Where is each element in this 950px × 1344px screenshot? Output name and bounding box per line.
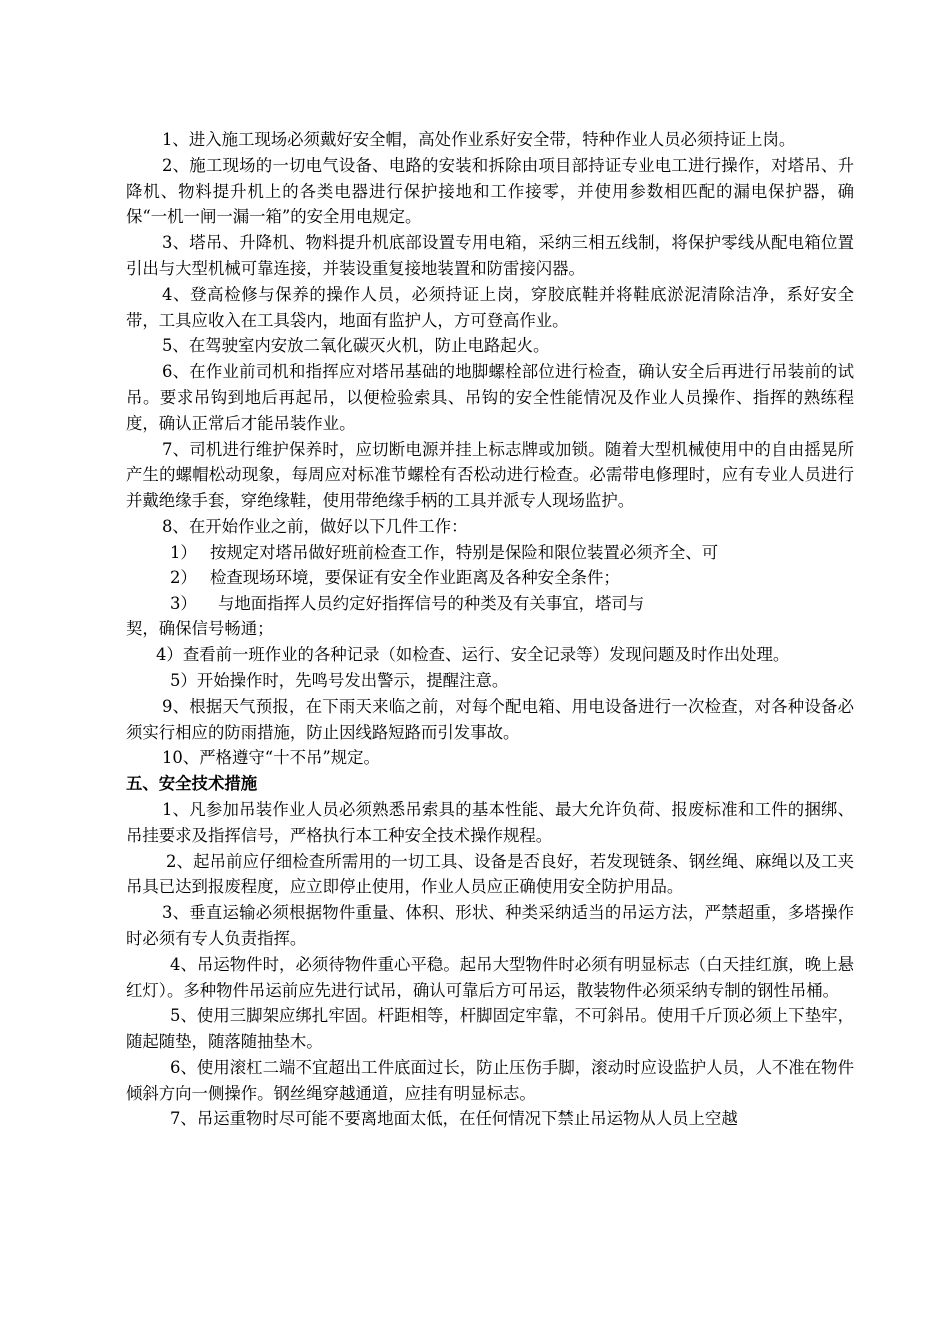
sub-item-5: 5）开始操作时，先鸣号发出警示，提醒注意。	[170, 670, 509, 690]
sub-item-4: 4）查看前一班作业的各种记录（如检查、运行、安全记录等）发现问题及时作出处理。	[156, 645, 790, 665]
sub-item-1-text: 按规定对塔吊做好班前检查工作，特别是保险和限位装置必须	[210, 542, 653, 561]
paragraph-item-c3: 3、垂直运输必须根据物件重量、体积、形状、种类采纳适当的吊运方法，严禁超重，多塔操作时必须有专人负责指挥。	[126, 903, 854, 948]
sub-item-2-number: 2）	[170, 567, 197, 587]
sub-item-3-continuation: 契，确保信号畅通；	[126, 619, 274, 639]
paragraph-item-a4: 4、登高检修与保养的操作人员，必须持证上岗，穿胶底鞋并将鞋底淤泥清除洁净，系好安全带，工具应收入在工具袋内，地面有监护人，方可登高作业。	[126, 284, 854, 330]
paragraph-item-a8: 8、在开始作业之前，做好以下几件工作：	[162, 516, 468, 536]
sub-item-2	[126, 565, 854, 591]
paragraph-item-a2: 2、施工现场的一切电气设备、电路的安装和拆除由项目部持证专业电工进行操作，对塔吊、升降机、物料提升机上的各类电器进行保护接地和工作接零，并使用参数相匹配的漏电保护器，确保“一机一闸一漏一箱”的安全用电规定。	[126, 155, 854, 227]
sub-item-1-clipped-text: 齐全、可	[652, 542, 719, 561]
paragraph-item-a5: 5、在驾驶室内安放二氧化碳灭火机，防止电路起火。	[162, 336, 550, 356]
sub-item-1	[126, 540, 854, 561]
sub-item-1-number: 1）	[170, 542, 197, 561]
paragraph-item-a1: 1、进入施工现场必须戴好安全帽，高处作业系好安全带，特种作业人员必须持证上岗。	[162, 130, 796, 149]
paragraph-item-c7: 7、吊运重物时尽可能不要离地面太低，在任何情况下禁止吊运物从人员上空越	[170, 1109, 738, 1129]
document-body	[126, 127, 854, 1132]
sub-item-3-text: 与地面指挥人员约定好指挥信号的种类及有关事宜，塔司与	[218, 593, 645, 613]
sub-item-2-text: 检查现场环境，要保证有安全作业距离及各种安全条件；	[210, 567, 620, 587]
paragraph-item-a3: 3、塔吊、升降机、物料提升机底部设置专用电箱，采纳三相五线制，将保护零线从配电箱位置引出与大型机械可靠连接，并装设重复接地装置和防雷接闪器。	[126, 233, 854, 278]
paragraph-item-b10: 10、严格遵守“十不吊”规定。	[162, 748, 380, 768]
paragraph-item-c4: 4、吊运物件时，必须待物件重心平稳。起吊大型物件时必须有明显标志（白天挂红旗，晚上悬红灯）。多种物件吊运前应先进行试吊，确认可靠后方可吊运，散装物件必须采纳专制的钢性吊桶。	[126, 954, 854, 1000]
paragraph-item-a7: 7、司机进行维护保养时，应切断电源并挂上标志牌或加锁。随着大型机械使用中的自由摇晃所产生的螺帽松动现象，每周应对标准节螺栓有否松动进行检查。必需带电修理时，应有专业人员进行并戴绝缘手套，穿绝缘鞋，使用带绝缘手柄的工具并派专人现场监护。	[126, 439, 854, 511]
paragraph-item-c6: 6、使用滚杠二端不宜超出工件底面过长，防止压伤手脚，滚动时应设监护人员，人不准在物件倾斜方向一侧操作。钢丝绳穿越通道，应挂有明显标志。	[126, 1057, 854, 1103]
paragraph-item-c2: 2、起吊前应仔细检查所需用的一切工具、设备是否良好，若发现链条、钢丝绳、麻绳以及工夹吊具已达到报废程度，应立即停止使用，作业人员应正确使用安全防护用品。	[126, 851, 854, 897]
paragraph-item-b9: 9、根据天气预报，在下雨天来临之前，对每个配电箱、用电设备进行一次检查，对各种设备必须实行相应的防雨措施，防止因线路短路而引发事故。	[126, 696, 854, 742]
paragraph-item-a6: 6、在作业前司机和指挥应对塔吊基础的地脚螺栓部位进行检查，确认安全后再进行吊装前的试吊。要求吊钩到地后再起吊，以便检验索具、吊钩的安全性能情况及作业人员操作、指挥的熟练程度，确认正常后才能吊装作业。	[126, 362, 854, 433]
section-heading: 五、安全技术措施	[126, 774, 258, 794]
paragraph-item-c5: 5、使用三脚架应绑扎牢固。杆距相等，杆脚固定牢靠，不可斜吊。使用千斤顶必须上下垫牢，随起随垫，随落随抽垫木。	[126, 1006, 854, 1052]
paragraph-item-c1: 1、凡参加吊装作业人员必须熟悉吊索具的基本性能、最大允许负荷、报废标准和工件的捆绑、吊挂要求及指挥信号，严格执行本工种安全技术操作规程。	[126, 799, 854, 845]
sub-item-3	[126, 591, 854, 617]
sub-item-3-number: 3）	[170, 593, 197, 613]
